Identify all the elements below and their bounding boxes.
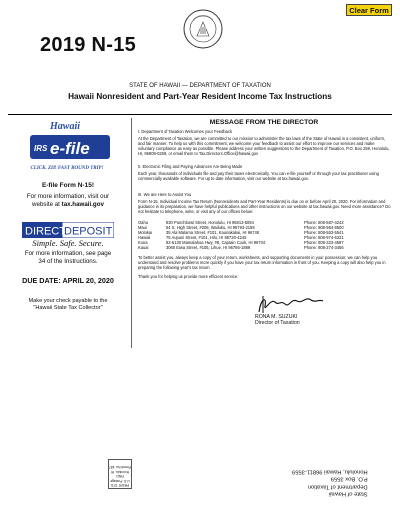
state-seal-logo — [183, 9, 223, 49]
office-phone: Phone: 808-553-5541 — [304, 229, 344, 235]
efile-prefix: IRS — [34, 144, 48, 153]
office-phone: Phone: 808-323-4597 — [304, 239, 344, 245]
postage-line: PAID — [116, 474, 124, 479]
signer-block — [255, 314, 335, 327]
section-efiling-heading: II. Electronic Filing and Paying Advances Are Being Made — [138, 164, 243, 169]
section-feedback-heading: I. Department of Taxation Welcomes your Feedback — [138, 129, 233, 134]
column-divider — [131, 118, 132, 348]
director-message-heading: MESSAGE FROM THE DIRECTOR — [209, 119, 319, 126]
irs-efile-logo — [30, 133, 110, 161]
signer-name: RONA M. SUZUKI — [255, 314, 298, 320]
office-phone: Phone: 808-274-3456 — [304, 244, 344, 250]
hawaii-logo: Hawaii — [50, 121, 81, 132]
office-island: Hawaii — [138, 234, 151, 240]
office-address: 830 Punchbowl Street, Honolulu, HI 96813-5094 — [166, 220, 254, 225]
postage-line: U.S. Postage — [110, 478, 130, 483]
return-address-line2: Department of Taxation — [307, 483, 368, 490]
efile-form-note: E-file Form N-15! — [41, 182, 94, 189]
director-signature — [255, 292, 325, 316]
efile-text: e-file — [50, 139, 90, 158]
efile-info-website[interactable]: tax.hawaii.gov — [61, 201, 104, 208]
office-address: 3060 Eiwa Street, #105, Lihue, HI 96766-1889 — [166, 244, 251, 250]
return-address-line4: Honolulu, Hawaii 96811-3559 — [292, 468, 368, 475]
closing-text: To better assist you, always keep a copy of your return, worksheets, and supporting documents in your possession; we can help you understand and resolve problems more quickly if you have your tax return information in front of you. Keeping a copy will also help you in preparing the following year's tax return. — [138, 255, 386, 270]
dd-logo-part1: DIRECT — [25, 225, 66, 238]
page-title: Hawaii Nonresident and Part-Year Resident Income Tax Instructions — [68, 92, 332, 101]
office-address: 54 S. High Street, #208, Wailuku, HI 96793-2198 — [166, 224, 255, 230]
department-line: STATE OF HAWAII — DEPARTMENT OF TAXATION — [129, 83, 271, 89]
postage-line: PRSRT STD — [110, 483, 130, 487]
payable-line1: Make your check payable to the — [28, 298, 108, 304]
section-feedback-text: At the Department of Taxation, we are committed to our mission to administer the tax laws of the State of Hawaii in a consistent, uniform, and fair manner. To help us with this commitment, we welcome your feedback to assist our effort to improve our services and make voluntary compliance as easy as possible. Please address your written suggestions to the Department of Taxation, P.O. Box 259, Honolulu, HI, 96809-0259, or email them to Tax.Directors.Office@hawaii.gov — [138, 136, 390, 156]
section-efiling-text: Each year, thousands of individuals file and pay their taxes electronically. You can e-file yourself or through your tax practitioner using commercially available software. For up to date information, visit our website at tax.hawaii.gov. — [138, 171, 379, 181]
efile-info-line2: website at — [32, 201, 60, 208]
section-assist-heading: III. We are Here to Assist You — [138, 192, 192, 197]
payable-note — [10, 298, 126, 312]
clear-form-button[interactable]: Clear Form — [346, 4, 392, 16]
efile-slogan: CLICK. ZIP. FAST ROUND TRIP! — [30, 166, 104, 171]
office-row — [138, 246, 392, 251]
postage-line: Honolulu, HI — [110, 469, 130, 474]
office-phone: Phone: 808-984-8500 — [304, 224, 344, 230]
postage-indicia — [108, 459, 132, 489]
dd-logo-part2: DEPOSIT — [64, 225, 113, 238]
office-island: Maui — [138, 224, 147, 230]
efile-info-line1: For more information, visit our — [26, 193, 110, 200]
return-address-line1: State of Hawaii — [328, 490, 368, 497]
thanks-text: Thank you for helping us provide more efficient service. — [138, 274, 239, 279]
direct-deposit-tagline: Simple. Safe. Secure. — [32, 238, 104, 248]
office-island: Kona — [138, 239, 148, 245]
office-phone: Phone: 808-587-4242 — [304, 220, 344, 225]
form-number: 2019 N-15 — [40, 34, 137, 56]
direct-deposit-info — [10, 250, 126, 266]
office-address: 35 Ala Malama Street, #101, Kaunakakai, HI 96748 — [166, 229, 260, 235]
dd-info-line1: For more information, see page — [24, 250, 112, 257]
header-divider — [8, 114, 392, 115]
signer-title: Director of Taxation — [255, 320, 300, 327]
return-address — [292, 467, 368, 497]
office-list — [138, 221, 392, 250]
office-address: 82-6130 Mamalahoa Hwy, #8, Captain Cook, HI 96704 — [166, 239, 266, 245]
return-address-line3: P.O. Box 3559 — [330, 475, 368, 482]
dd-info-line2: 34 of the Instructions. — [38, 258, 98, 265]
office-phone: Phone: 808-974-6321 — [304, 234, 344, 240]
section-assist-text: Form N-15, Individual Income Tax Return (Nonresidents and Part-Year Residents) is due on or before April 20, 2020. For information and guidance in its preparation, we have helpful publications and other instructions on our website at tax.hawaii.gov. Need more assistance? Do not hesitate to telephone, write, or visit any of our offices below: — [138, 199, 391, 214]
office-island: Molokai — [138, 229, 153, 235]
payable-line2: "Hawaii State Tax Collector" — [33, 305, 103, 311]
postage-line: Permit No. 487 — [109, 465, 131, 470]
office-address: 75 Aupuni Street, #101, Hilo, HI 96720-4245 — [166, 234, 247, 240]
due-date: DUE DATE: APRIL 20, 2020 — [22, 276, 114, 285]
office-island: Oahu — [138, 220, 149, 225]
office-island: Kauai — [138, 244, 149, 250]
efile-info — [10, 193, 126, 209]
direct-deposit-logo — [22, 222, 114, 238]
